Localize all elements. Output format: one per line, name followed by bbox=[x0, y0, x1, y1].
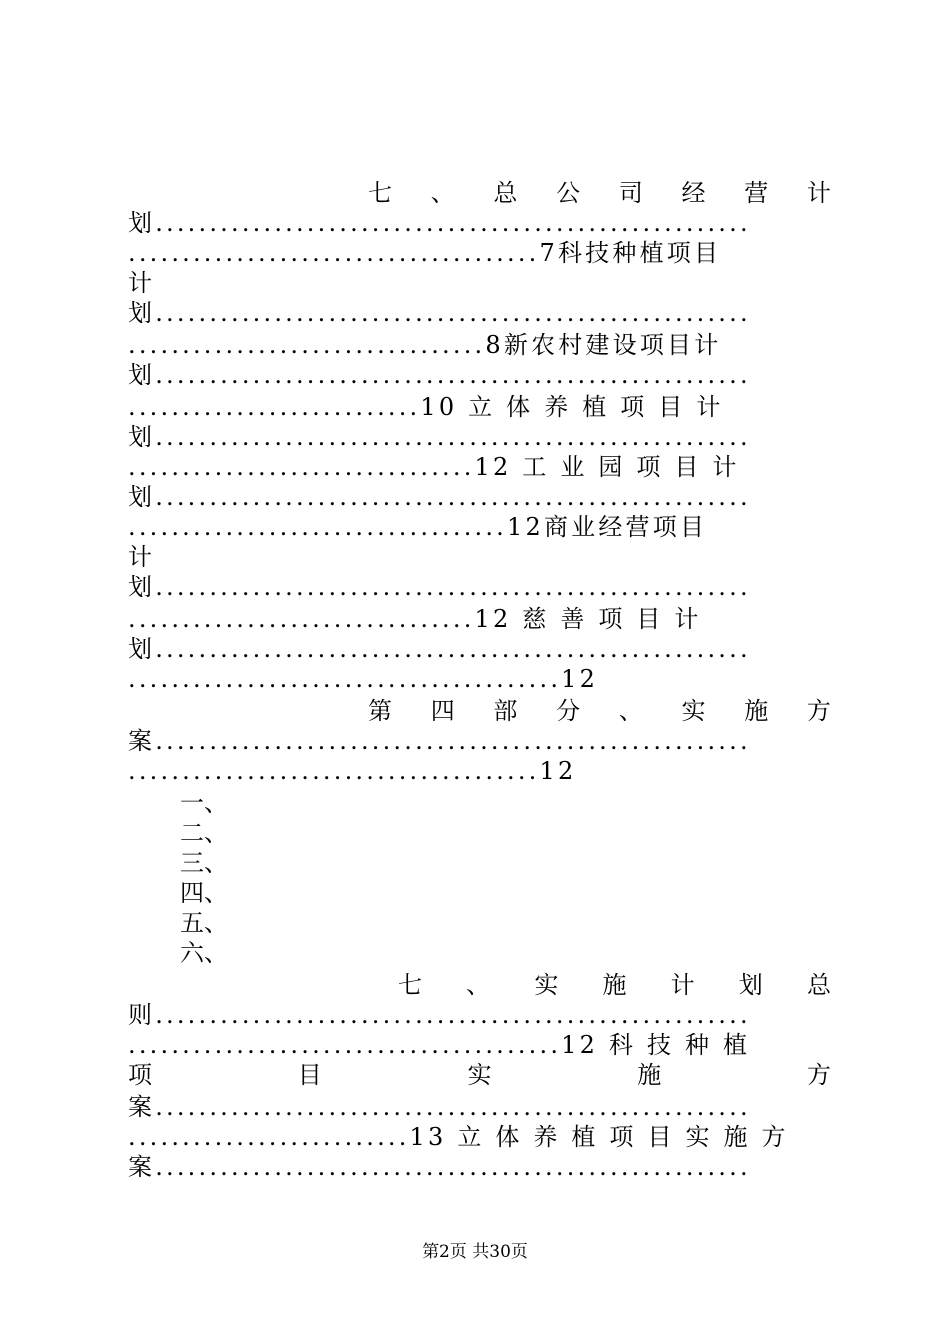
toc-line-10: ................................12 工 业 园 项 目 计 bbox=[128, 453, 740, 481]
toc-line-29: ........................................12 科 技 种 植 bbox=[128, 1031, 751, 1059]
toc-line-2: 划....................................................... bbox=[128, 209, 751, 237]
list-item-1: 一、 bbox=[180, 789, 228, 817]
toc-line-27: 七 、 实 施 计 划 总 bbox=[398, 971, 831, 999]
toc-line-15: ................................12 慈 善 项 目 计 bbox=[128, 605, 702, 633]
toc-line-4: 计 bbox=[128, 269, 152, 297]
toc-line-12: ...................................12商业经营项目 bbox=[128, 513, 708, 541]
list-item-2: 二、 bbox=[180, 819, 228, 847]
toc-line-14: 划....................................................... bbox=[128, 573, 751, 601]
toc-line-33: 案....................................................... bbox=[128, 1153, 751, 1181]
toc-line-6: .................................8新农村建设项目计 bbox=[128, 331, 722, 359]
toc-line-17: ........................................12 bbox=[128, 665, 599, 693]
list-item-3: 三、 bbox=[180, 849, 228, 877]
toc-line-1: 七 、 总 公 司 经 营 计 bbox=[368, 179, 831, 207]
toc-line-9: 划....................................................... bbox=[128, 423, 751, 451]
toc-line-31: 案....................................................... bbox=[128, 1093, 751, 1121]
toc-line-19: 案....................................................... bbox=[128, 727, 751, 755]
toc-line-28: 则....................................................... bbox=[128, 1001, 751, 1029]
toc-line-30: 项 目 实 施 方 bbox=[128, 1061, 831, 1089]
toc-line-7: 划....................................................... bbox=[128, 361, 751, 389]
toc-line-3: ......................................7科技种植项目 bbox=[128, 239, 722, 267]
toc-line-8: ...........................10 立 体 养 植 项 目 计 bbox=[128, 393, 724, 421]
toc-line-18: 第 四 部 分 、 实 施 方 bbox=[368, 697, 831, 725]
toc-line-16: 划....................................................... bbox=[128, 635, 751, 663]
list-item-4: 四、 bbox=[180, 879, 228, 907]
toc-line-20: ......................................12 bbox=[128, 757, 577, 785]
list-item-5: 五、 bbox=[180, 909, 228, 937]
toc-line-13: 计 bbox=[128, 543, 152, 571]
toc-line-32: ..........................13 立 体 养 植 项 目 实 施 方 bbox=[128, 1123, 789, 1151]
list-item-6: 六、 bbox=[180, 939, 228, 967]
toc-line-5: 划....................................................... bbox=[128, 299, 751, 327]
page-footer: 第2页 共30页 bbox=[422, 1242, 528, 1262]
toc-line-11: 划....................................................... bbox=[128, 483, 751, 511]
